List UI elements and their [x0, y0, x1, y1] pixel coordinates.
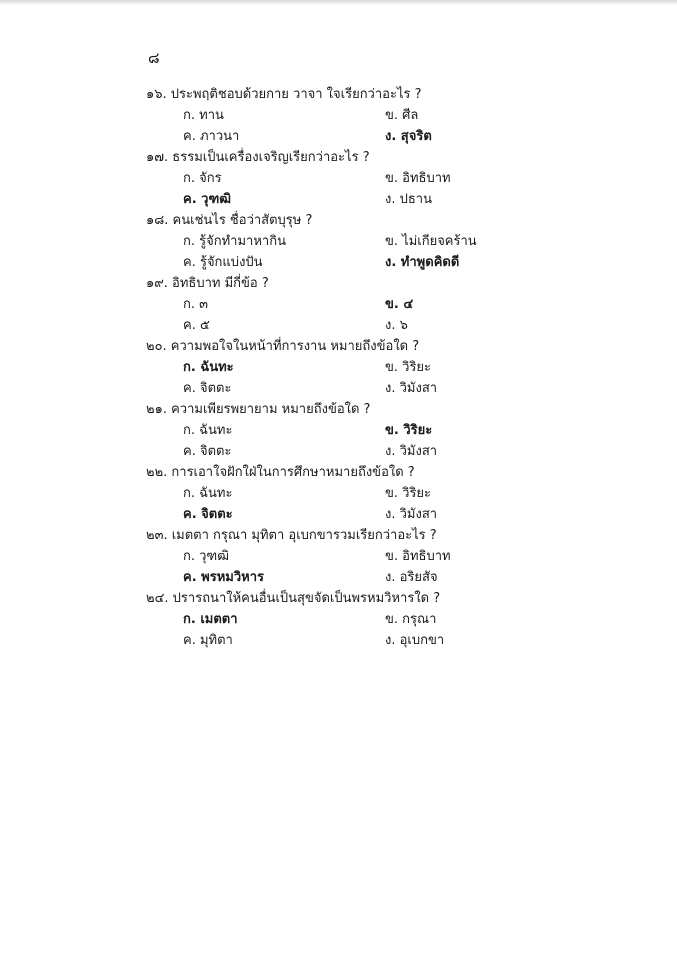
- option-row: [146, 546, 586, 567]
- option-d: ง. วิมังสา: [385, 381, 438, 396]
- option-d: ง. ๖: [385, 318, 408, 333]
- option-row: [146, 357, 586, 378]
- option-d: ง. วิมังสา: [385, 507, 438, 522]
- option-b: ข. อิทธิบาท: [385, 549, 451, 564]
- option-row: [146, 504, 586, 525]
- option-d: ง. วิมังสา: [385, 444, 438, 459]
- option-d: ง. อริยสัจ: [385, 570, 438, 585]
- option-b: ข. วิริยะ: [385, 360, 432, 375]
- option-a: ก. ฉันทะ: [183, 486, 233, 501]
- question-text: ๑๙. อิทธิบาท มีกี่ข้อ ?: [146, 276, 269, 291]
- option-c: ค. จิตตะ: [183, 444, 232, 459]
- option-d-correct: ง. ทำพูดคิดดี: [385, 255, 460, 270]
- question-23: [146, 525, 586, 588]
- option-row: [146, 315, 586, 336]
- option-row: [146, 105, 586, 126]
- question-16: [146, 84, 586, 147]
- option-row: [146, 126, 586, 147]
- option-c-correct: ค. วุฑฒิ: [183, 192, 231, 207]
- page-top-edge: [0, 0, 677, 5]
- option-row: [146, 168, 586, 189]
- option-row: [146, 252, 586, 273]
- question-text: ๒๓. เมตตา กรุณา มุทิตา อุเบกขารวมเรียกว่าอะไร ?: [146, 528, 437, 543]
- option-row: [146, 378, 586, 399]
- question-24: [146, 588, 586, 651]
- option-c: ค. ๕: [183, 318, 210, 333]
- question-17: [146, 147, 586, 210]
- option-b-correct: ข. ๔: [385, 297, 414, 312]
- option-row: [146, 231, 586, 252]
- option-row: [146, 420, 586, 441]
- option-a: ก. วุฑฒิ: [183, 549, 229, 564]
- option-a: ก. รู้จักทำมาหากิน: [183, 234, 286, 249]
- option-a: ก. ๓: [183, 297, 209, 312]
- option-b: ข. กรุณา: [385, 612, 437, 627]
- option-c: ค. มุทิตา: [183, 633, 233, 648]
- option-c-correct: ค. จิตตะ: [183, 507, 233, 522]
- option-c: ค. ภาวนา: [183, 129, 240, 144]
- option-a: ก. ทาน: [183, 108, 224, 123]
- option-a-correct: ก. เมตตา: [183, 612, 238, 627]
- option-row: [146, 609, 586, 630]
- option-a: ก. ฉันทะ: [183, 423, 233, 438]
- option-row: [146, 189, 586, 210]
- option-b: ข. อิทธิบาท: [385, 171, 451, 186]
- option-b: ข. ศีล: [385, 108, 419, 123]
- question-text: ๑๗. ธรรมเป็นเครื่องเจริญเรียกว่าอะไร ?: [146, 150, 370, 165]
- option-row: [146, 630, 586, 651]
- question-text: ๑๖. ประพฤติชอบด้วยกาย วาจา ใจเรียกว่าอะไร ?: [146, 87, 422, 102]
- option-c: ค. จิตตะ: [183, 381, 232, 396]
- question-21: [146, 399, 586, 462]
- option-row: [146, 567, 586, 588]
- question-text: ๑๘. คนเช่นไร ชื่อว่าสัตบุรุษ ?: [146, 213, 313, 228]
- question-19: [146, 273, 586, 336]
- question-text: ๒๑. ความเพียรพยายาม หมายถึงข้อใด ?: [146, 402, 371, 417]
- question-20: [146, 336, 586, 399]
- option-row: [146, 483, 586, 504]
- option-row: [146, 294, 586, 315]
- page-number: ๘: [148, 49, 160, 67]
- option-d: ง. อุเบกขา: [385, 633, 445, 648]
- option-a: ก. จักร: [183, 171, 222, 186]
- question-text: ๒๔. ปรารถนาให้คนอื่นเป็นสุขจัดเป็นพรหมวิหารใด ?: [146, 591, 441, 606]
- option-c-correct: ค. พรหมวิหาร: [183, 570, 265, 585]
- question-list: [146, 84, 586, 651]
- option-b-correct: ข. วิริยะ: [385, 423, 433, 438]
- question-text: ๒๐. ความพอใจในหน้าที่การงาน หมายถึงข้อใด ?: [146, 339, 420, 354]
- option-d-correct: ง. สุจริต: [385, 129, 432, 144]
- option-b: ข. วิริยะ: [385, 486, 432, 501]
- question-text: ๒๒. การเอาใจฝักใฝ่ในการศึกษาหมายถึงข้อใด ?: [146, 465, 415, 480]
- option-row: [146, 441, 586, 462]
- option-c: ค. รู้จักแบ่งปัน: [183, 255, 263, 270]
- option-a-correct: ก. ฉันทะ: [183, 360, 234, 375]
- question-18: [146, 210, 586, 273]
- option-b: ข. ไม่เกียจคร้าน: [385, 234, 477, 249]
- option-d: ง. ปธาน: [385, 192, 432, 207]
- question-22: [146, 462, 586, 525]
